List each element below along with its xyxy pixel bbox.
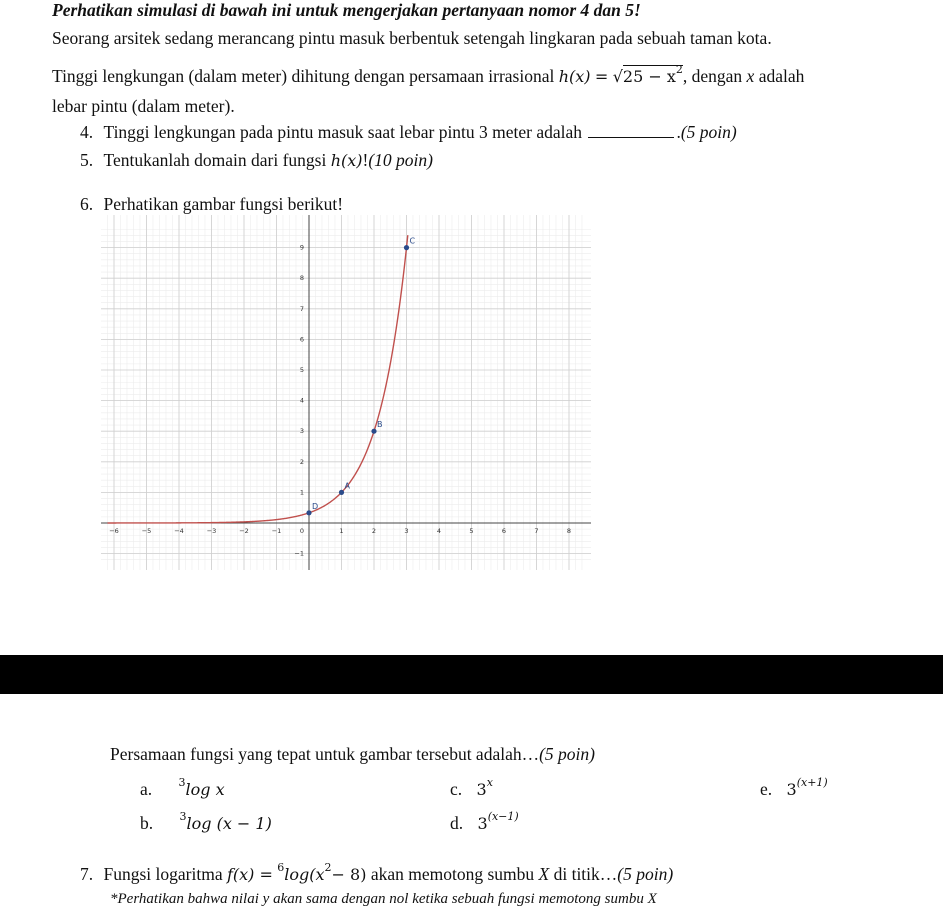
question-5 — [80, 150, 433, 171]
q7-func: f(x) = — [226, 865, 273, 884]
exponential-graph — [101, 215, 591, 570]
q4-number: 4. — [80, 122, 94, 142]
q5-number: 5. — [80, 150, 94, 170]
y-tick-label: 2 — [299, 457, 304, 466]
x-tick-label: 3 — [404, 527, 409, 535]
intro-line-2-end: adalah — [758, 66, 805, 86]
option-c[interactable] — [450, 776, 493, 800]
q7-axis: X — [538, 864, 550, 884]
equals-sign: = — [594, 67, 609, 86]
y-tick-label: 5 — [299, 366, 304, 374]
question-4 — [80, 122, 737, 143]
q7-note — [110, 891, 657, 908]
origin-label: 0 — [299, 527, 304, 535]
x-tick-label: 7 — [534, 527, 539, 535]
q5-text: Tentukanlah domain dari fungsi — [103, 150, 327, 170]
option-c-letter: c. — [450, 779, 463, 799]
question-7 — [80, 861, 674, 885]
x-tick-label: 2 — [371, 527, 377, 535]
y-tick-label: −1 — [294, 549, 304, 558]
x-tick-label: −5 — [141, 527, 152, 535]
y-tick-label: 1 — [299, 488, 304, 497]
q7-note-b: akan sama dengan nol ketika sebuah fungsi memotong sumbu — [273, 891, 644, 907]
q5-bang: ! — [362, 150, 369, 170]
var-x: x — [746, 66, 755, 86]
q5-func: h(x) — [330, 151, 363, 170]
y-tick-label: 8 — [299, 274, 304, 283]
q7-text-c: di titik… — [553, 864, 618, 884]
q6-points: (5 poin) — [539, 744, 596, 764]
x-tick-label: −6 — [109, 527, 119, 535]
y-tick-label: 9 — [299, 243, 304, 252]
option-d-base: 3 — [477, 814, 488, 833]
point-b — [371, 429, 376, 434]
sqrt-body-text: 25 − x — [622, 67, 676, 86]
q4-answer-blank[interactable] — [588, 123, 674, 138]
point-label-b: B — [377, 420, 383, 430]
x-tick-label: 4 — [436, 527, 442, 535]
option-d[interactable] — [450, 810, 519, 834]
question-6 — [80, 194, 343, 215]
x-tick-label: 8 — [566, 527, 572, 535]
x-tick-label: −3 — [206, 527, 217, 535]
y-tick-label: 6 — [299, 335, 304, 344]
option-b[interactable] — [140, 810, 272, 834]
option-a-letter: a. — [140, 779, 153, 799]
grid-minor — [101, 215, 591, 570]
x-tick-label: −1 — [271, 527, 282, 535]
q7-note-y: y — [262, 891, 270, 907]
sqrt-exponent: 2 — [675, 63, 683, 76]
q7-log-body-b: − 8) — [331, 865, 367, 884]
q7-log-base: 6 — [277, 861, 285, 874]
x-tick-label: 1 — [339, 527, 344, 535]
intro-line-2 — [52, 63, 805, 87]
q5-points: (10 poin) — [368, 150, 433, 170]
option-c-exp: x — [486, 776, 493, 789]
q7-note-a: *Perhatikan bahwa nilai — [110, 891, 259, 907]
q7-number: 7. — [80, 864, 94, 884]
q7-points: (5 poin) — [617, 864, 674, 884]
q6-prompt — [110, 744, 595, 765]
q7-log-exp: 2 — [324, 861, 332, 874]
point-d — [306, 510, 311, 515]
option-a-body: log x — [185, 780, 225, 799]
y-tick-label: 7 — [299, 304, 304, 313]
point-c — [404, 245, 409, 250]
option-a-base: 3 — [178, 776, 186, 789]
option-e-exp: (x+1) — [796, 776, 828, 789]
option-e-base: 3 — [786, 780, 797, 799]
point-label-c: C — [409, 236, 416, 246]
option-d-exp: (x−1) — [487, 810, 519, 823]
option-e[interactable] — [760, 776, 828, 800]
y-tick-label: 3 — [299, 427, 304, 436]
x-tick-label: −4 — [174, 527, 184, 535]
x-tick-label: 5 — [469, 527, 474, 535]
q7-note-x: X — [647, 891, 657, 907]
option-d-letter: d. — [450, 813, 464, 833]
q4-points: (5 poin) — [680, 122, 737, 142]
option-b-body: log (x − 1) — [186, 814, 272, 833]
intro-line-2-text: Tinggi lengkungan (dalam meter) dihitung dengan persamaan irrasional — [52, 66, 555, 86]
q7-text-a: Fungsi logaritma — [103, 864, 223, 884]
sqrt-sign: √ — [612, 67, 623, 86]
option-e-letter: e. — [760, 779, 773, 799]
q6-number: 6. — [80, 194, 94, 214]
point-a — [339, 490, 344, 495]
option-c-base: 3 — [476, 780, 487, 799]
sqrt-body — [623, 65, 683, 86]
instruction-heading: Perhatikan simulasi di bawah ini untuk mengerjakan pertanyaan nomor 4 dan 5! — [52, 0, 641, 20]
y-tick-label: 4 — [299, 396, 304, 405]
q7-log-body-a: log(x — [284, 865, 325, 884]
point-label-d: D — [312, 501, 319, 511]
q4-text: Tinggi lengkungan pada pintu masuk saat lebar pintu 3 meter adalah — [103, 122, 583, 142]
q6-prompt-text: Persamaan fungsi yang tepat untuk gambar tersebut adalah… — [110, 744, 540, 764]
func-h-label: h(x) — [558, 67, 591, 86]
intro-line-1: Seorang arsitek sedang merancang pintu masuk berbentuk setengah lingkaran pada sebuah taman kota. — [52, 28, 772, 48]
option-a[interactable] — [140, 776, 225, 800]
q7-text-b: akan memotong sumbu — [370, 864, 535, 884]
intro-line-3: lebar pintu (dalam meter). — [52, 96, 235, 116]
option-b-letter: b. — [140, 813, 154, 833]
q4-tail: . — [676, 122, 681, 142]
point-label-a: A — [344, 481, 350, 491]
intro-line-2-mid: , dengan — [682, 66, 743, 86]
option-b-base: 3 — [179, 810, 187, 823]
x-tick-label: 6 — [501, 527, 507, 535]
q6-text: Perhatikan gambar fungsi berikut! — [103, 194, 344, 214]
redaction-bar — [0, 655, 943, 694]
x-tick-label: −2 — [239, 527, 249, 535]
